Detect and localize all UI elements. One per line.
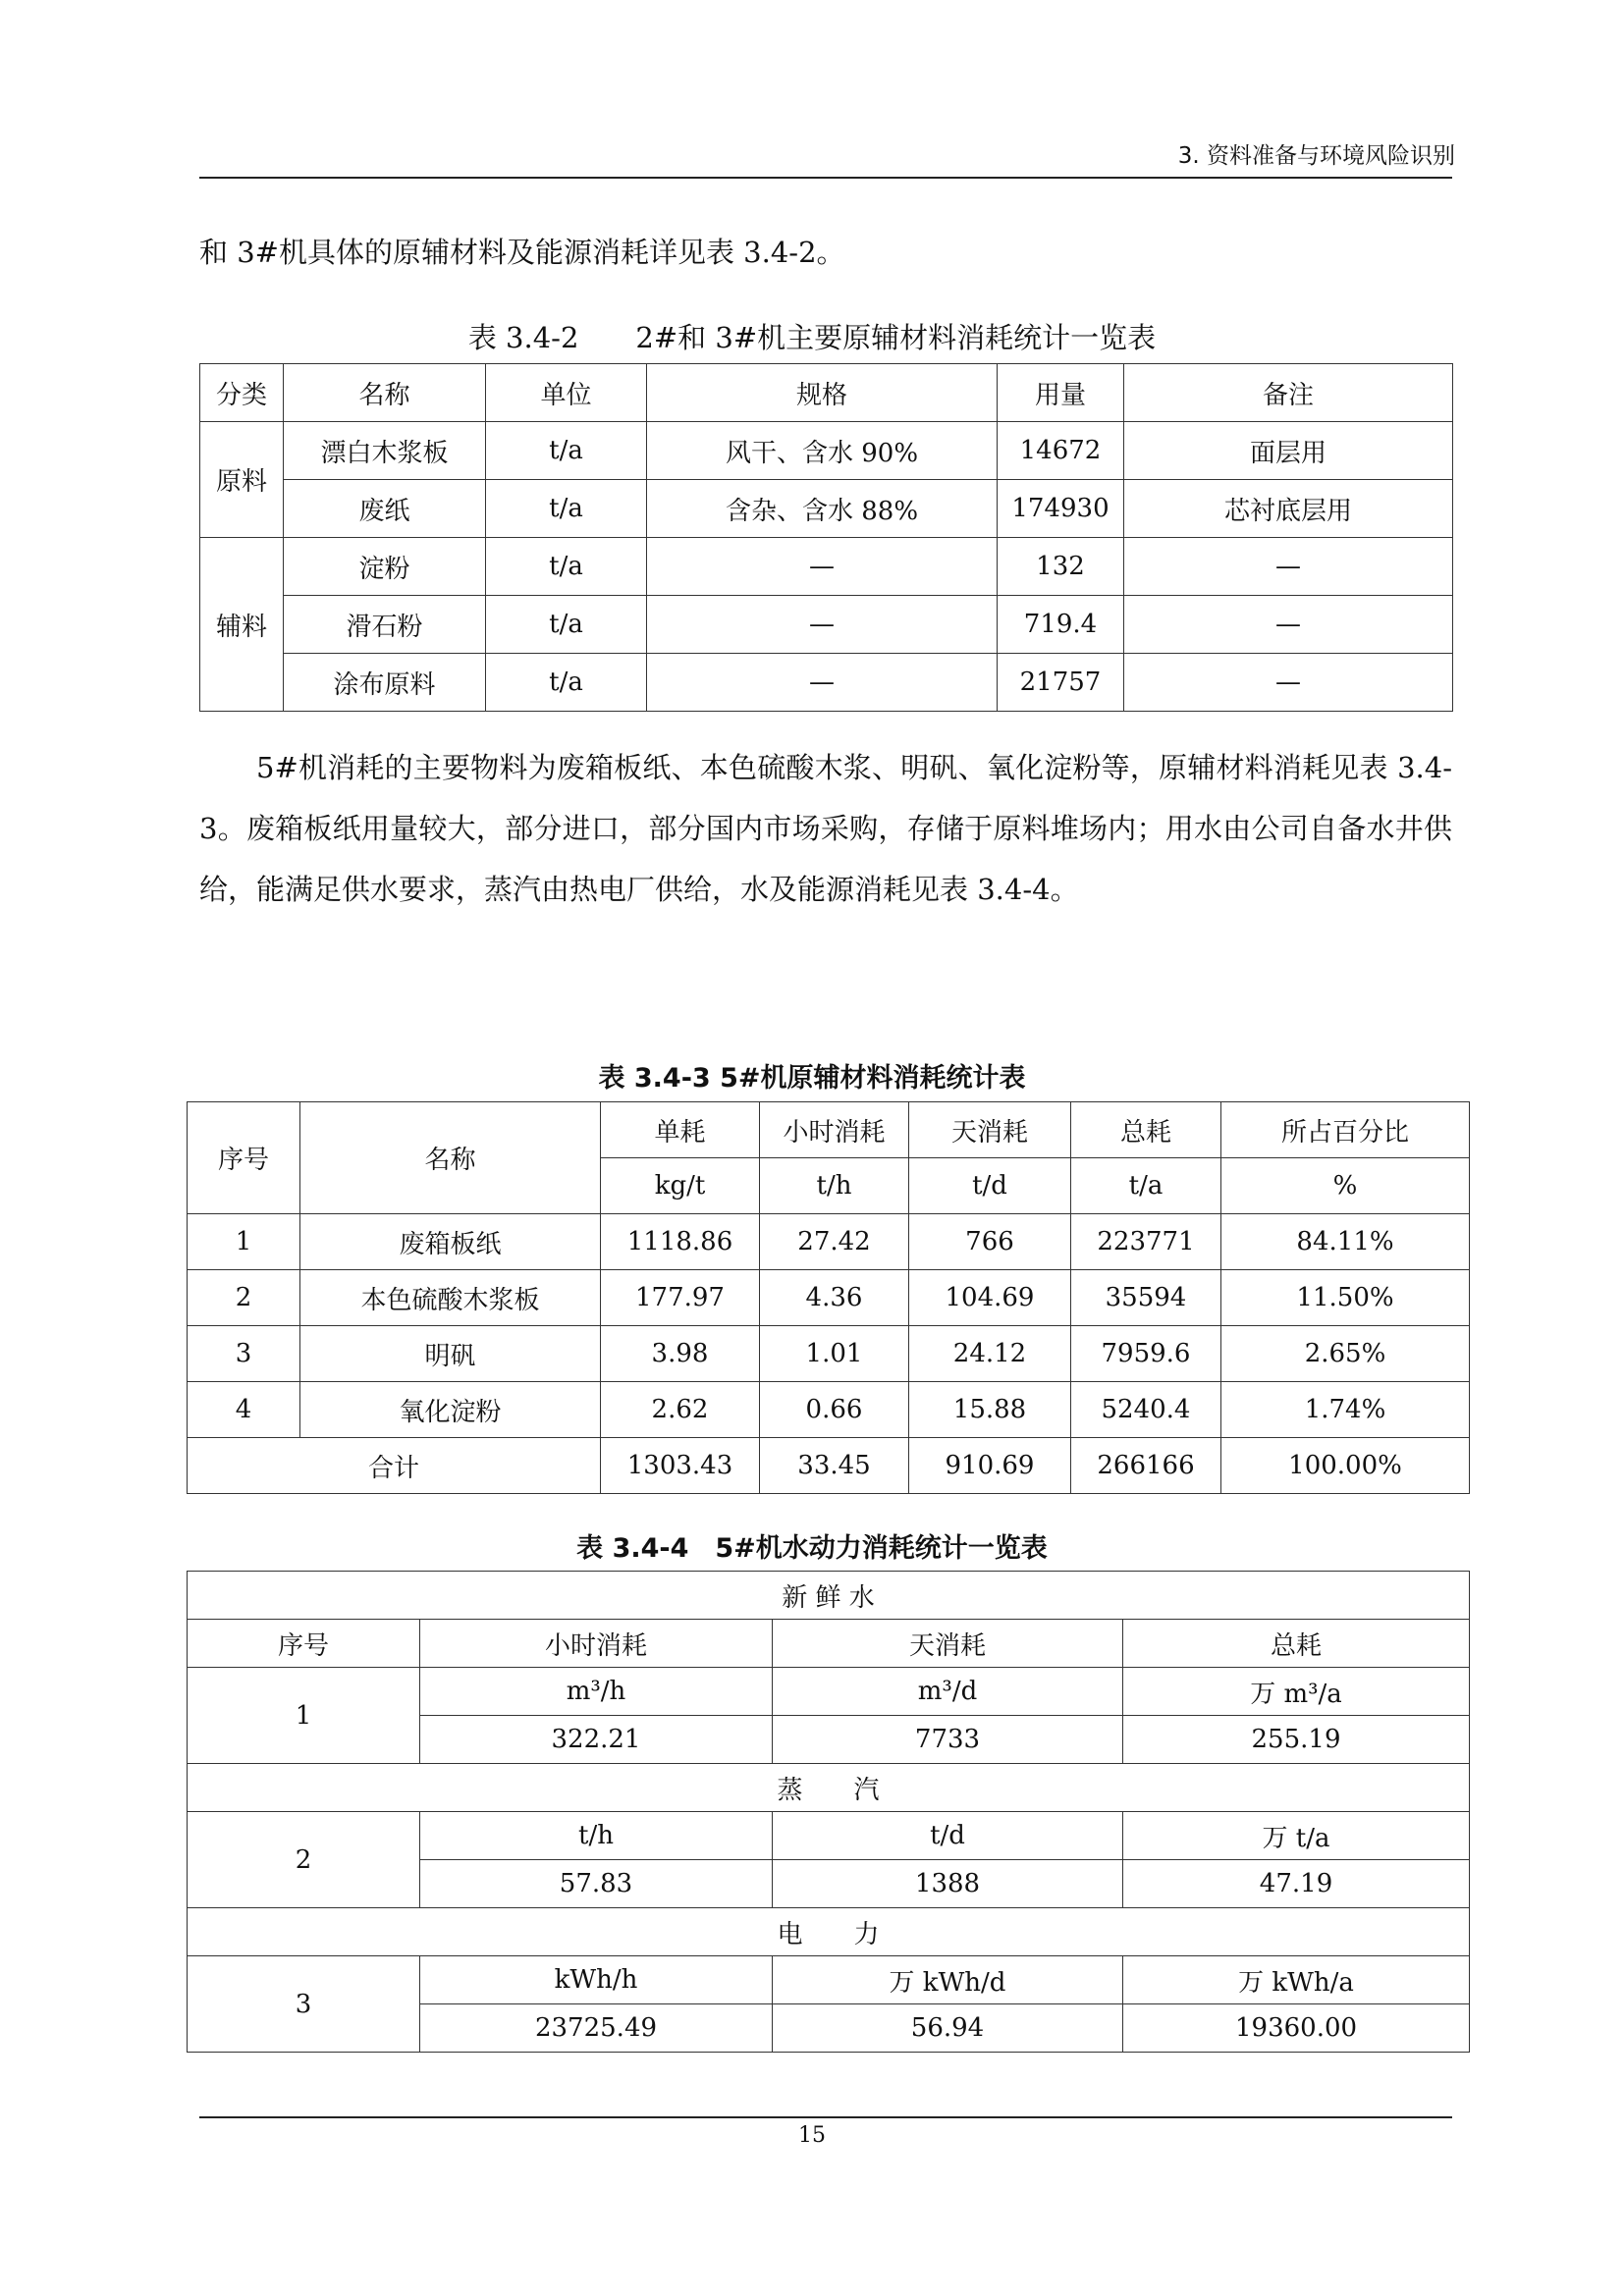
value-cell: 19360.00 xyxy=(1123,2004,1470,2053)
table-cell: 104.69 xyxy=(909,1270,1071,1326)
value-cell: 23725.49 xyxy=(420,2004,773,2053)
unit-cell: kWh/h xyxy=(420,1956,773,2004)
table-cell: t/a xyxy=(486,596,647,654)
unit-cell: t/a xyxy=(1071,1158,1221,1214)
table-cell: 淀粉 xyxy=(284,538,486,596)
page-number: 15 xyxy=(798,2123,826,2148)
header-cell: 小时消耗 xyxy=(420,1620,773,1668)
table-row xyxy=(200,480,1453,538)
table-row xyxy=(188,1270,1470,1326)
table-cell: 2.62 xyxy=(601,1382,760,1438)
header-cell: 单耗 xyxy=(601,1102,760,1158)
table-cell: 1.01 xyxy=(760,1326,909,1382)
header-cell: 名称 xyxy=(284,364,486,422)
table-cell: — xyxy=(1124,654,1453,712)
total-row xyxy=(188,1438,1470,1494)
table-cell: 15.88 xyxy=(909,1382,1071,1438)
group-cell: 原料 xyxy=(200,422,284,538)
header-cell: 小时消耗 xyxy=(760,1102,909,1158)
table-row xyxy=(200,538,1453,596)
table-cell: — xyxy=(647,654,998,712)
running-header: 3. 资料准备与环境风险识别 xyxy=(1177,143,1455,169)
unit-cell: t/d xyxy=(909,1158,1071,1214)
table-cell: 1.74% xyxy=(1221,1382,1470,1438)
header-cell: 序号 xyxy=(188,1620,420,1668)
table-cell: 177.97 xyxy=(601,1270,760,1326)
value-cell: 57.83 xyxy=(420,1860,773,1908)
table2-caption: 表 3.4-3 5#机原辅材料消耗统计表 xyxy=(598,1063,1026,1094)
value-cell: 7733 xyxy=(773,1716,1123,1764)
table-cell: 21757 xyxy=(998,654,1124,712)
table-cell: 4.36 xyxy=(760,1270,909,1326)
table-cell: 1118.86 xyxy=(601,1214,760,1270)
table-cell: t/a xyxy=(486,422,647,480)
section-title: 蒸 汽 xyxy=(188,1764,1470,1812)
table-cell: — xyxy=(1124,538,1453,596)
table-cell: t/a xyxy=(486,654,647,712)
header-cell: 总耗 xyxy=(1123,1620,1470,1668)
unit-cell: t/d xyxy=(773,1812,1123,1860)
table-cell: 滑石粉 xyxy=(284,596,486,654)
header-cell: 用量 xyxy=(998,364,1124,422)
header-cell: 天消耗 xyxy=(773,1620,1123,1668)
body-paragraph: 5#机消耗的主要物料为废箱板纸、本色硫酸木浆、明矾、氧化淀粉等，原辅材料消耗见表 3.4-3。废箱板纸用量较大，部分进口，部分国内市场采购，存储于原料堆场内；用水由公司自备水井供给，能满足供水要求，蒸汽由热电厂供给，水及能源消耗见表 3.4-4。 xyxy=(199,751,1452,906)
unit-cell: 万 t/a xyxy=(1123,1812,1470,1860)
value-cell: 1388 xyxy=(773,1860,1123,1908)
table-cell: 废箱板纸 xyxy=(300,1214,601,1270)
table-cell: 1303.43 xyxy=(601,1438,760,1494)
table3-caption: 表 3.4-4 5#机水动力消耗统计一览表 xyxy=(576,1533,1048,1564)
table-cell: 涂布原料 xyxy=(284,654,486,712)
value-cell: 56.94 xyxy=(773,2004,1123,2053)
footer-rule xyxy=(199,2116,1452,2118)
unit-cell: 万 kWh/d xyxy=(773,1956,1123,2004)
table-cell: 33.45 xyxy=(760,1438,909,1494)
header-cell: 所占百分比 xyxy=(1221,1102,1470,1158)
table-row xyxy=(200,422,1453,480)
table-3-4-4 xyxy=(187,1571,1470,2053)
table-cell: 明矾 xyxy=(300,1326,601,1382)
table-cell: t/a xyxy=(486,480,647,538)
header-cell: 规格 xyxy=(647,364,998,422)
header-cell: 单位 xyxy=(486,364,647,422)
intro-paragraph: 和 3#机具体的原辅材料及能源消耗详见表 3.4-2。 xyxy=(199,236,845,269)
table-cell: t/a xyxy=(486,538,647,596)
table-cell: 174930 xyxy=(998,480,1124,538)
value-cell: 47.19 xyxy=(1123,1860,1470,1908)
table-cell: 24.12 xyxy=(909,1326,1071,1382)
unit-cell: % xyxy=(1221,1158,1470,1214)
header-rule xyxy=(199,177,1452,179)
row-number: 1 xyxy=(188,1668,420,1764)
row-number: 3 xyxy=(188,1956,420,2053)
table-row xyxy=(200,596,1453,654)
header-cell: 天消耗 xyxy=(909,1102,1071,1158)
table-cell: 2.65% xyxy=(1221,1326,1470,1382)
table-cell: 266166 xyxy=(1071,1438,1221,1494)
table-cell: 1 xyxy=(188,1214,300,1270)
table-3-4-3 xyxy=(187,1101,1470,1494)
table-row xyxy=(188,1214,1470,1270)
table-cell: 100.00% xyxy=(1221,1438,1470,1494)
table-cell: — xyxy=(1124,596,1453,654)
table-cell: 7959.6 xyxy=(1071,1326,1221,1382)
table-cell: 含杂、含水 88% xyxy=(647,480,998,538)
header-cell: 名称 xyxy=(300,1102,601,1214)
section-title: 新 鲜 水 xyxy=(188,1572,1470,1620)
table-row xyxy=(188,1326,1470,1382)
row-number: 2 xyxy=(188,1812,420,1908)
table-cell: 氧化淀粉 xyxy=(300,1382,601,1438)
table-cell: 3.98 xyxy=(601,1326,760,1382)
table-cell: 11.50% xyxy=(1221,1270,1470,1326)
unit-cell: t/h xyxy=(760,1158,909,1214)
table-cell: 223771 xyxy=(1071,1214,1221,1270)
header-cell: 分类 xyxy=(200,364,284,422)
value-cell: 322.21 xyxy=(420,1716,773,1764)
value-cell: 255.19 xyxy=(1123,1716,1470,1764)
table-cell: 2 xyxy=(188,1270,300,1326)
table-cell: 3 xyxy=(188,1326,300,1382)
table-cell: 35594 xyxy=(1071,1270,1221,1326)
table-cell: 84.11% xyxy=(1221,1214,1470,1270)
table1-caption: 表 3.4-2 2#和 3#机主要原辅材料消耗统计一览表 xyxy=(467,321,1157,354)
table-cell: 132 xyxy=(998,538,1124,596)
header-cell: 总耗 xyxy=(1071,1102,1221,1158)
unit-cell: 万 m³/a xyxy=(1123,1668,1470,1716)
table-cell: 废纸 xyxy=(284,480,486,538)
unit-cell: t/h xyxy=(420,1812,773,1860)
total-label: 合计 xyxy=(188,1438,601,1494)
table-cell: 910.69 xyxy=(909,1438,1071,1494)
table-row xyxy=(188,1382,1470,1438)
table-cell: 27.42 xyxy=(760,1214,909,1270)
table-cell: — xyxy=(647,538,998,596)
table-cell: — xyxy=(647,596,998,654)
table-cell: 5240.4 xyxy=(1071,1382,1221,1438)
unit-cell: m³/h xyxy=(420,1668,773,1716)
header-cell: 备注 xyxy=(1124,364,1453,422)
table-cell: 本色硫酸木浆板 xyxy=(300,1270,601,1326)
unit-cell: m³/d xyxy=(773,1668,1123,1716)
table-cell: 0.66 xyxy=(760,1382,909,1438)
table-cell: 风干、含水 90% xyxy=(647,422,998,480)
table-cell: 14672 xyxy=(998,422,1124,480)
unit-cell: 万 kWh/a xyxy=(1123,1956,1470,2004)
table-row xyxy=(200,654,1453,712)
table-cell: 719.4 xyxy=(998,596,1124,654)
table-cell: 芯衬底层用 xyxy=(1124,480,1453,538)
group-cell: 辅料 xyxy=(200,538,284,712)
header-cell: 序号 xyxy=(188,1102,300,1214)
table-cell: 漂白木浆板 xyxy=(284,422,486,480)
table-cell: 766 xyxy=(909,1214,1071,1270)
table-cell: 4 xyxy=(188,1382,300,1438)
table-3-4-2 xyxy=(199,363,1453,712)
table-cell: 面层用 xyxy=(1124,422,1453,480)
unit-cell: kg/t xyxy=(601,1158,760,1214)
section-title: 电 力 xyxy=(188,1908,1470,1956)
